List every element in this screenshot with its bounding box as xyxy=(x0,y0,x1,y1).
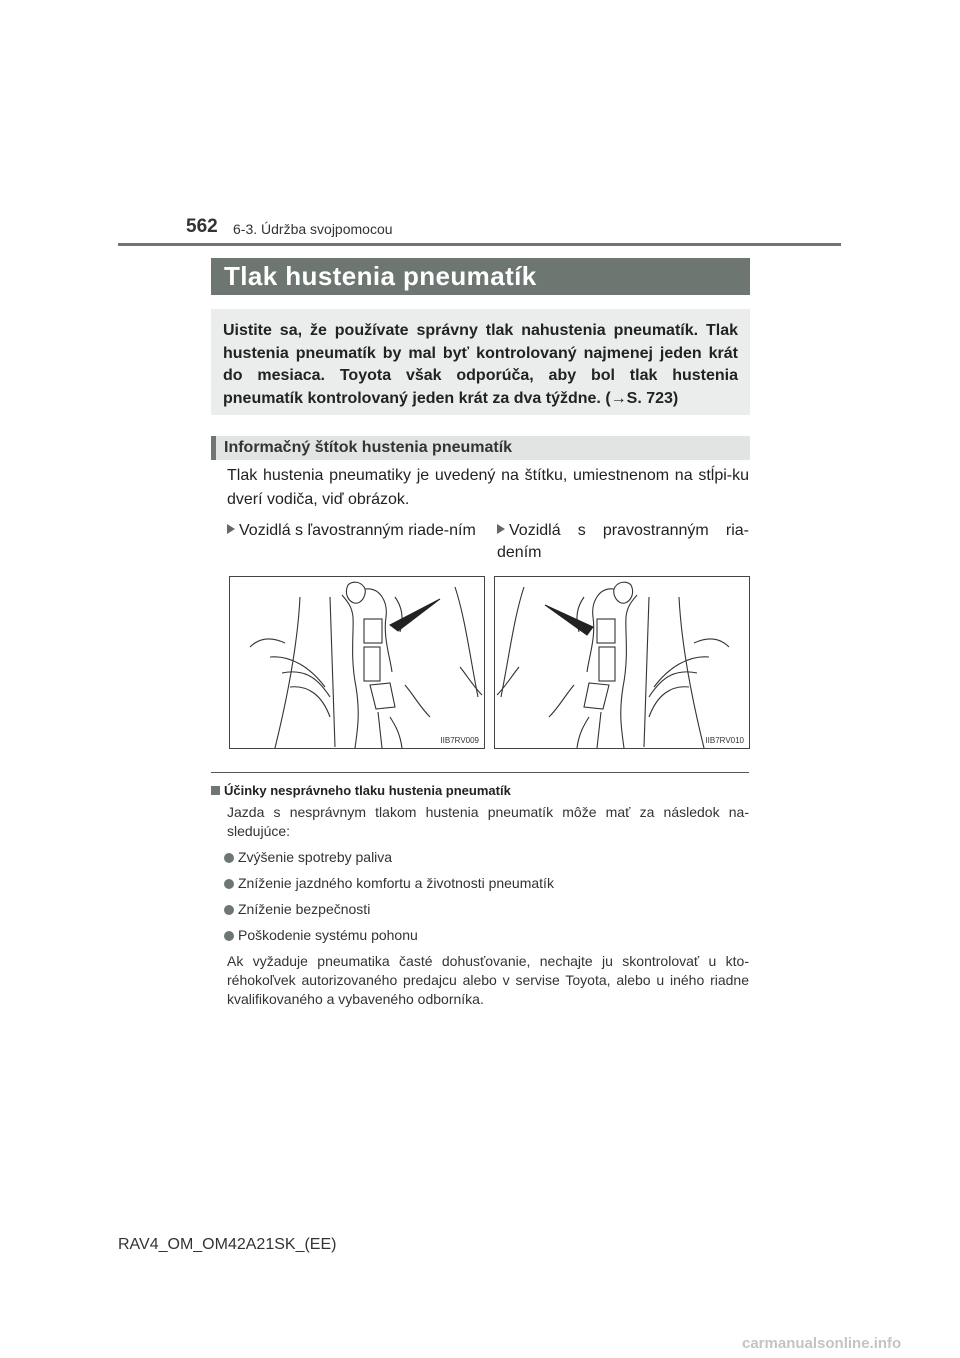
list-item: Zníženie bezpečnosti xyxy=(224,901,370,917)
left-drive-label xyxy=(227,520,479,542)
door-pillar-illustration-right xyxy=(495,577,749,748)
footer-code: RAV4_OM_OM42A21SK_(EE) xyxy=(118,1236,337,1253)
intro-box xyxy=(211,309,750,415)
right-drive-label xyxy=(497,520,749,564)
round-bullet-icon xyxy=(224,879,234,889)
subsection-body: Tlak hustenia pneumatiky je uvedený na štítku, umiestnenom na stĺpi-ku dverí vodiča, viď obrázok. xyxy=(227,467,749,508)
arrow-icon xyxy=(390,599,440,631)
header-rule xyxy=(118,243,841,246)
effects-heading-text: Účinky nesprávneho tlaku hustenia pneumatík xyxy=(224,783,511,798)
triangle-bullet-icon xyxy=(497,524,505,534)
door-pillar-illustration-left xyxy=(230,577,484,748)
section-title: 6-3. Údržba svojpomocou xyxy=(233,221,393,237)
separator-rule xyxy=(211,772,749,773)
page-number: 562 xyxy=(186,216,218,237)
list-item: Zníženie jazdného komfortu a životnosti pneumatík xyxy=(224,875,554,891)
round-bullet-icon xyxy=(224,853,234,863)
title-bar xyxy=(211,258,750,295)
figure-code: IIB7RV010 xyxy=(705,736,744,745)
round-bullet-icon xyxy=(224,905,234,915)
right-drive-figure xyxy=(494,576,750,749)
closing-paragraph: Ak vyžaduje pneumatika časté dohusťovanie, nechajte ju skontrolovať u kto-réhokoľvek autorizovaného predajcu alebo v servise Toyota, alebo u iného riadne kvalifikovaného a vybaveného odborníka. xyxy=(227,953,749,1007)
list-item: Zvýšenie spotreby paliva xyxy=(224,849,392,865)
subsection-accent xyxy=(211,436,216,460)
list-item: Poškodenie systému pohonu xyxy=(224,927,418,943)
round-bullet-icon xyxy=(224,931,234,941)
effects-intro: Jazda s nesprávnym tlakom hustenia pneumatík môže mať za následok na-sledujúce: xyxy=(227,804,749,839)
arrow-icon xyxy=(545,605,593,635)
intro-text: Uistite sa, že používate správny tlak nahustenia pneumatík. Tlak hustenia pneumatík by mal byť kontrolovaný najmenej jeden krát do mesiaca. Toyota však odporúča, aby bol tlak hustenia pneumatík kontrolovaný jeden krát za dva týždne. (→S. 723) xyxy=(223,322,738,408)
triangle-bullet-icon xyxy=(227,524,235,534)
subsection-bar xyxy=(211,436,750,460)
figure-code: IIB7RV009 xyxy=(440,736,479,745)
left-drive-label-text: Vozidlá s ľavostranným riade-ním xyxy=(239,522,476,539)
page-title: Tlak hustenia pneumatík xyxy=(224,261,537,291)
effects-heading xyxy=(211,783,511,798)
square-bullet-icon xyxy=(211,786,220,795)
subsection-title: Informačný štítok hustenia pneumatík xyxy=(224,439,513,456)
right-drive-label-text: Vozidlá s pravostranným ria-dením xyxy=(497,522,749,561)
left-drive-figure xyxy=(229,576,485,749)
watermark: carmanualsonline.info xyxy=(742,1335,902,1352)
